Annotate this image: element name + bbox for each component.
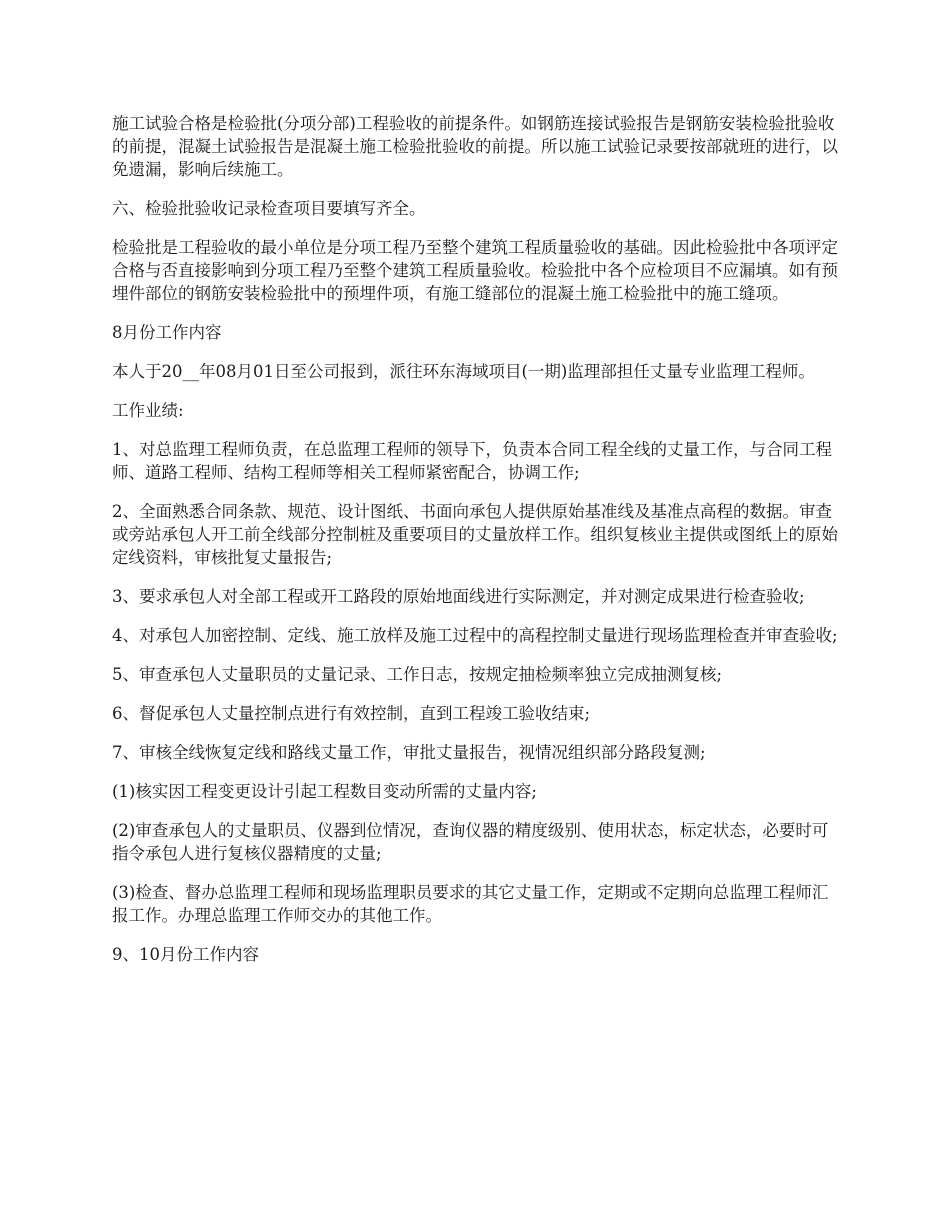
heading-august-work: 8月份工作内容 [112,323,222,342]
heading-sept-oct-work: 9、10月份工作内容 [112,945,259,964]
list-item-1: 1、对总监理工程师负责，在总监理工程师的领导下，负责本合同工程全线的丈量工作，与合同工程师、道路工程师、结构工程师等相关工程师紧密配合，协调工作; [112,440,832,482]
list-item-2: 2、全面熟悉合同条款、规范、设计图纸、书面向承包人提供原始基准线及基准点高程的数据。审查或旁站承包人开工前全线部分控制桩及重要项目的丈量放样工作。组织复核业主提供或图纸上的原始定线资料，审核批复丈量报告; [112,502,838,567]
sub-item-2: (2)审查承包人的丈量职员、仪器到位情况，查询仪器的精度级别、使用状态，标定状态，必要时可指令承包人进行复核仪器精度的丈量; [112,821,829,863]
list-item-6: 6、督促承包人丈量控制点进行有效控制，直到工程竣工验收结束; [112,704,591,723]
list-item-4: 4、对承包人加密控制、定线、施工放样及施工过程中的高程控制丈量进行现场监理检查并审查验收; [112,626,838,645]
list-item-5: 5、审查承包人丈量职员的丈量记录、工作日志，按规定抽检频率独立完成抽测复核; [112,665,723,684]
heading-work-achievements: 工作业绩: [112,401,184,420]
paragraph-intro-test-acceptance: 施工试验合格是检验批(分项分部)工程验收的前提条件。如钢筋连接试验报告是钢筋安装检验批验收的前提，混凝土试验报告是混凝土施工检验批验收的前提。所以施工试验记录要按部就班的进行，以免遗漏，影响后续施工。 [112,114,838,179]
document-body [112,112,840,982]
list-item-3: 3、要求承包人对全部工程或开工路段的原始地面线进行实际测定，并对测定成果进行检查验收; [112,587,805,606]
paragraph-inspection-batch: 检验批是工程验收的最小单位是分项工程乃至整个建筑工程质量验收的基础。因此检验批中各项评定合格与否直接影响到分项工程乃至整个建筑工程质量验收。检验批中各个应检项目不应漏填。如有预埋件部位的钢筋安装检验批中的预埋件项，有施工缝部位的混凝土施工检验批中的施工缝项。 [112,238,838,303]
paragraph-report-duty: 本人于20__年08月01日至公司报到，派往环东海域项目(一期)监理部担任丈量专业监理工程师。 [112,362,815,381]
section-heading-six: 六、检验批验收记录检查项目要填写齐全。 [112,199,426,218]
list-item-7: 7、审核全线恢复定线和路线丈量工作，审批丈量报告，视情况组织部分路段复测; [112,743,706,762]
sub-item-1: (1)核实因工程变更设计引起工程数目变动所需的丈量内容; [112,782,537,801]
sub-item-3: (3)检查、督办总监理工程师和现场监理职员要求的其它丈量工作，定期或不定期向总监理工程师汇报工作。办理总监理工作师交办的其他工作。 [112,883,829,925]
